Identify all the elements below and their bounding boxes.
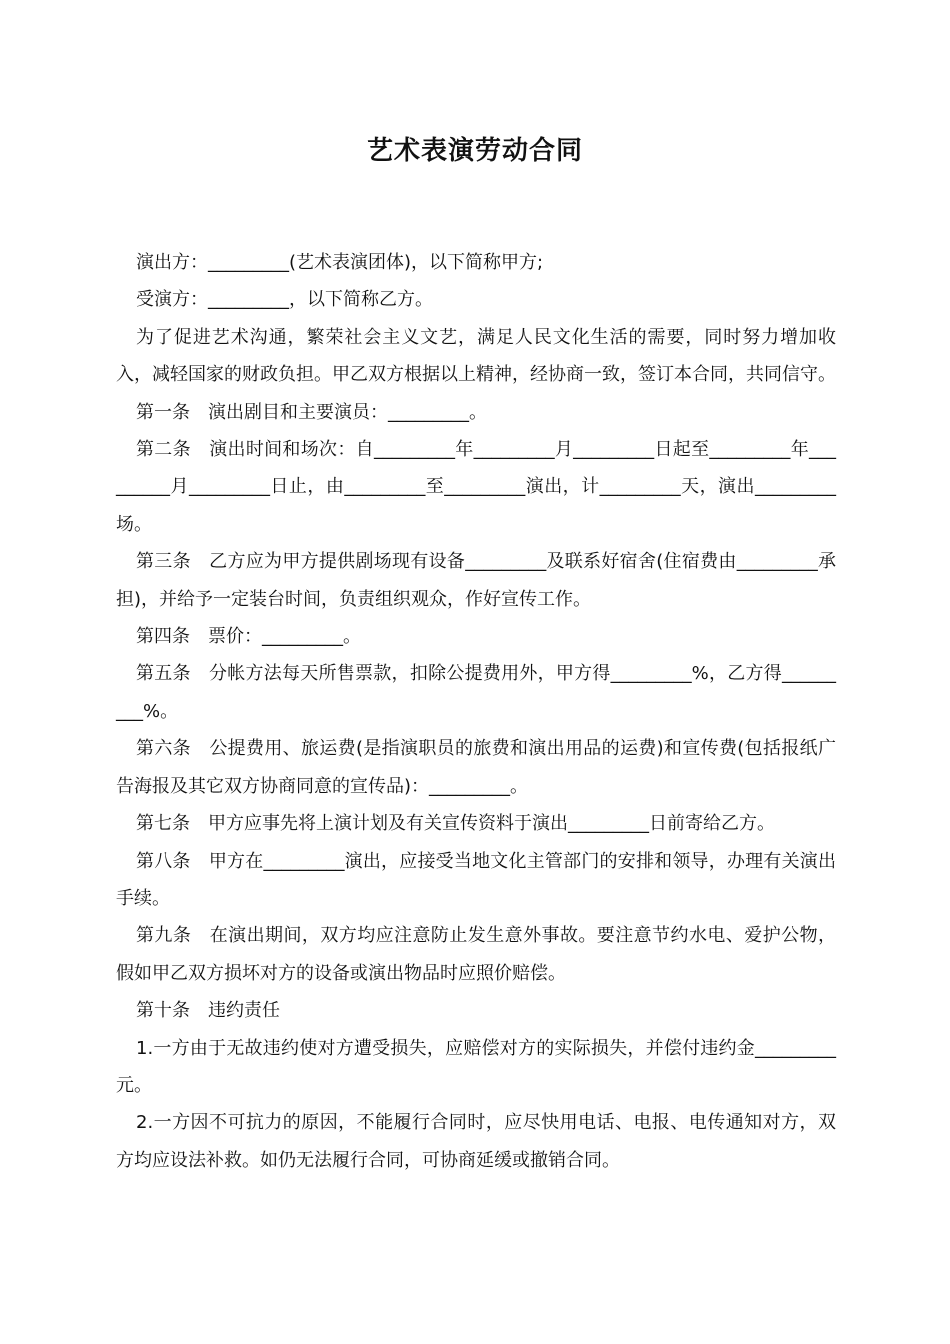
- paragraph-preamble: 为了促进艺术沟通，繁荣社会主义文艺，满足人民文化生活的需要，同时努力增加收入，减轻国家的财政负担。甲乙双方根据以上精神，经协商一致，签订本合同，共同信守。: [116, 326, 836, 386]
- document-body: [116, 244, 836, 1179]
- article-8: 第八条 甲方在_________演出，应接受当地文化主管部门的安排和领导，办理有关演出手续。: [116, 850, 836, 909]
- article-9: 第九条 在演出期间，双方均应注意防止发生意外事故。要注意节约水电、爱护公物，假如甲乙双方损坏对方的设备或演出物品时应照价赔偿。: [116, 925, 836, 984]
- document-title: 艺术表演劳动合同: [366, 136, 583, 166]
- article-5: 第五条 分帐方法每天所售票款，扣除公提费用外，甲方得_________%，乙方得_________%。: [116, 663, 836, 722]
- article-10-item-2: 2.一方因不可抗力的原因，不能履行合同时，应尽快用电话、电报、电传通知对方，双方均应设法补救。如仍无法履行合同，可协商延缓或撤销合同。: [116, 1112, 836, 1171]
- paragraph-host: 受演方：_________，以下简称乙方。: [136, 289, 433, 311]
- article-1: 第一条 演出剧目和主要演员：_________。: [136, 401, 487, 423]
- article-10: 第十条 违约责任: [136, 1000, 280, 1022]
- article-7: 第七条 甲方应事先将上演计划及有关宣传资料于演出_________日前寄给乙方。: [136, 813, 775, 835]
- article-6: 第六条 公提费用、旅运费(是指演职员的旅费和演出用品的运费)和宣传费(包括报纸广告海报及其它双方协商同意的宣传品)：_________。: [116, 738, 836, 797]
- paragraph-performer: 演出方：_________(艺术表演团体)，以下简称甲方;: [136, 252, 544, 273]
- article-4: 第四条 票价：_________。: [136, 626, 361, 648]
- article-3: 第三条 乙方应为甲方提供剧场现有设备_________及联系好宿舍(住宿费由_________承担)，并给予一定装台时间，负责组织观众，作好宣传工作。: [116, 551, 836, 610]
- article-10-item-1: 1.一方由于无故违约使对方遭受损失，应赔偿对方的实际损失，并偿付违约金_________元。: [116, 1037, 836, 1096]
- article-2: 第二条 演出时间和场次：自_________年_________月_________日起至_________年_________月_________日止，由_________至_________演出，计_________天，演出_________场。: [116, 439, 836, 535]
